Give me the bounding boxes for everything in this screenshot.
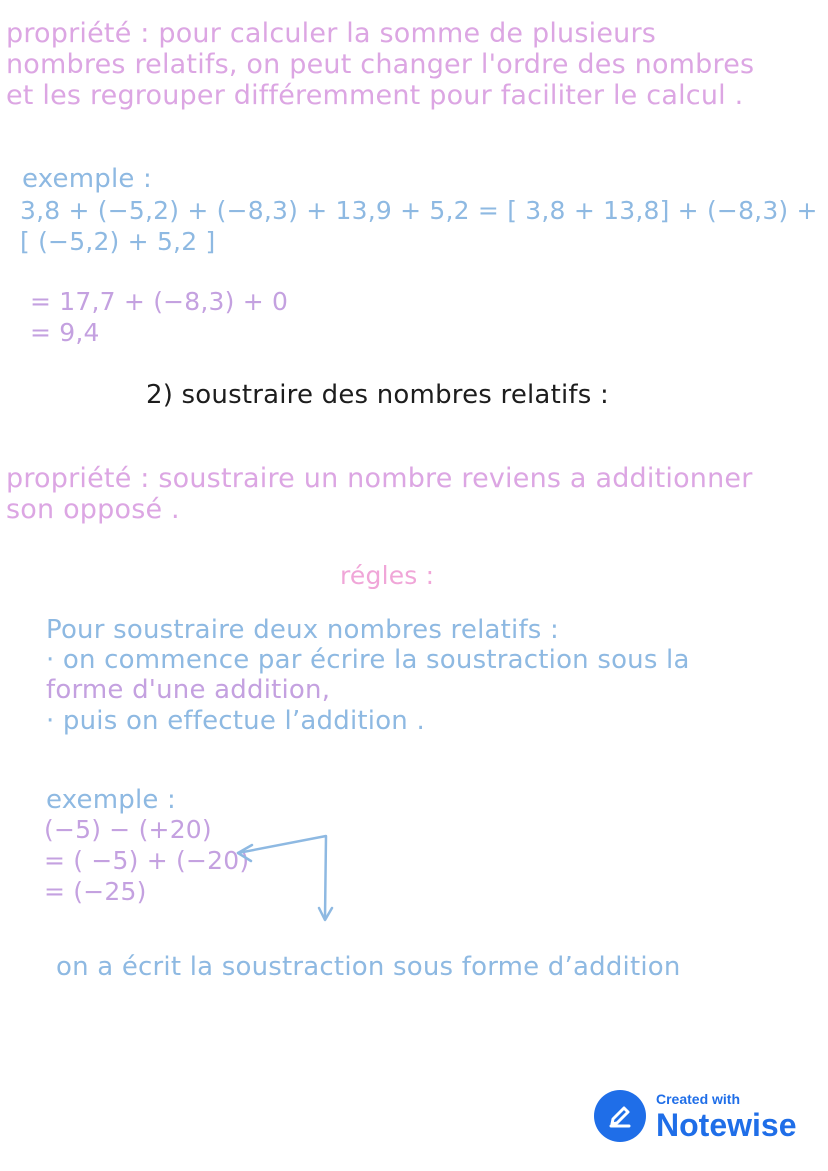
- example-line: 3,8 + (−5,2) + (−8,3) + 13,9 + 5,2 = [ 3,8 + 13,8] + (−8,3) +: [20, 196, 818, 225]
- example-line: = (−25): [44, 877, 147, 906]
- rules-line: · on commence par écrire la soustraction sous la: [46, 645, 690, 675]
- brand-name: Notewise: [656, 1106, 797, 1143]
- example-line: = ( −5) + (−20): [44, 846, 250, 875]
- result-line: = 9,4: [30, 318, 100, 347]
- example-line: (−5) − (+20): [44, 815, 212, 844]
- property-line: son opposé .: [6, 494, 180, 525]
- rules-line: · puis on effectue l’addition .: [46, 706, 425, 736]
- rules-line: forme d'une addition,: [46, 675, 331, 705]
- property-line: propriété : soustraire un nombre reviens a additionner: [6, 463, 753, 494]
- result-line: = 17,7 + (−8,3) + 0: [30, 287, 289, 316]
- property-line: nombres relatifs, on peut changer l'ordre des nombres: [6, 49, 755, 80]
- pencil-icon: [594, 1090, 646, 1142]
- notewise-logo: [594, 1090, 796, 1142]
- property-line: et les regrouper différemment pour faciliter le calcul .: [6, 80, 744, 111]
- example-line: [ (−5,2) + 5,2 ]: [20, 227, 216, 256]
- annotation-text: on a écrit la soustraction sous forme d’addition: [56, 952, 681, 982]
- rules-line: Pour soustraire deux nombres relatifs :: [46, 615, 559, 645]
- section-heading: 2) soustraire des nombres relatifs :: [146, 380, 609, 410]
- property-line: propriété : pour calculer la somme de plusieurs: [6, 18, 657, 49]
- created-with-label: Created with: [656, 1090, 741, 1107]
- example-label: exemple :: [22, 164, 152, 194]
- rules-title: régles :: [340, 561, 435, 590]
- example-label: exemple :: [46, 785, 176, 815]
